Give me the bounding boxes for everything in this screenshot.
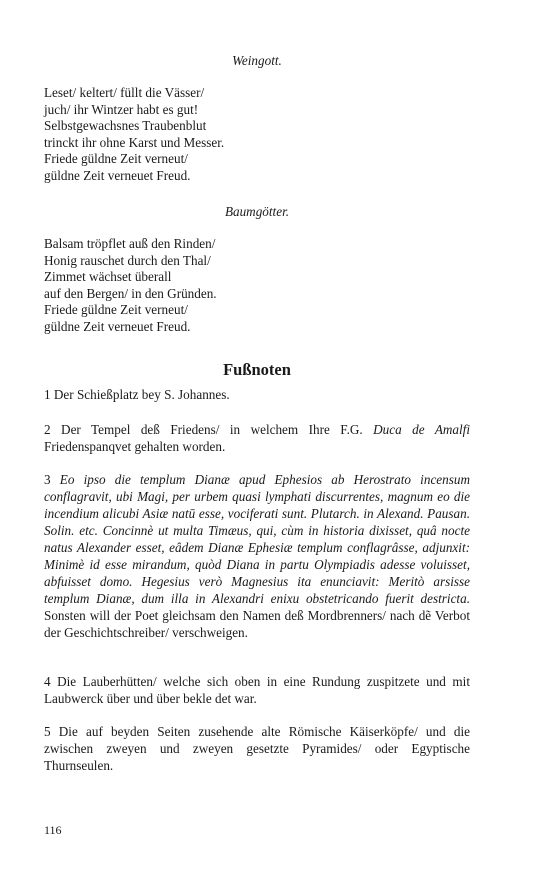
verse-stanza-weingott: [44, 85, 224, 184]
verse-line: trinckt ihr ohne Karst und Messer.: [44, 134, 225, 150]
verse-line: juch/ ihr Wintzer habt es gut!: [44, 101, 199, 117]
footnote-3-latin: Eo ipso die templum Dianæ apud Ephesios ab Herostrato incensum conflagravit, ubi Magi, per urbem quasi lymphati discurrentes, magnum eo die incendium alicubi Asiæ natū esse, vociferati sunt. Plutarch. in Alexand. Pausan. Solin. etc. Concinnè ut multa Timæus, qui, cùm in historia dixisset, quâ nocte natus Alexander esset, eâdem Dianæ Ephesiæ templum conflagrâsse, adjunxit: Minimè id esse mirandum, quòd Diana in partu Olympiadis adesse voluisset, abfuisset domo. Hegesius verò Magnesius ita enunciavit: Meritò arsisse templum Dianæ, dum illa in Alexandri enixu obstetricando fuerit destricta.: [44, 472, 470, 606]
speaker-baumgoetter: Baumgötter.: [224, 204, 290, 219]
footnote-2-text-end: Friedenspanqvet gehalten worden.: [44, 439, 226, 454]
verse-line: Honig rauschet durch den Thal/: [44, 252, 211, 268]
verse-line: Friede güldne Zeit verneut/: [44, 302, 188, 317]
footnote-3-number: 3: [44, 472, 60, 487]
footnote-3: [44, 471, 470, 641]
footnote-2-italic: Duca de Amalfi: [373, 422, 470, 437]
verse-line: Leset/ keltert/ füllt die Vässer/: [44, 85, 205, 100]
verse-line: güldne Zeit verneuet Freud.: [44, 318, 191, 334]
page-body: [44, 0, 470, 880]
footnotes-heading: Fußnoten: [223, 360, 291, 379]
footnote-4: 4 Die Lauberhütten/ welche sich oben in eine Rundung zuspitzete und mit Laubwerck über und über bekle det war.: [44, 674, 470, 706]
footnote-2-text: 2 Der Tempel deß Friedens/ in welchem Ihre F.G.: [44, 422, 374, 437]
verse-line: auf den Bergen/ in den Gründen.: [44, 285, 217, 301]
verse-line: Zimmet wächset überall: [44, 269, 172, 284]
verse-line: Friede güldne Zeit verneut/: [44, 151, 188, 166]
verse-line: güldne Zeit verneuet Freud.: [44, 167, 191, 183]
footnote-2: [44, 421, 470, 455]
verse-stanza-baumgoetter: [44, 236, 217, 335]
speaker-weingott: Weingott.: [232, 53, 282, 68]
footnote-3-text: Sonsten will der Poet gleichsam den Namen deß Mordbrenners/ nach dẽ Verbot der Geschichtschreiber/ verschweigen.: [44, 608, 470, 640]
verse-line: Balsam tröpflet auß den Rinden/: [44, 236, 216, 251]
footnote-1: 1 Der Schießplatz bey S. Johannes.: [44, 387, 230, 402]
footnote-5: 5 Die auf beyden Seiten zusehende alte Römische Käiserköpfe/ und die zwischen zweyen und zweyen gesetzte Pyramides/ oder Egyptische Thurnseulen.: [44, 724, 470, 773]
verse-line: Selbstgewachsnes Traubenblut: [44, 118, 207, 133]
page-number: 116: [44, 823, 62, 837]
